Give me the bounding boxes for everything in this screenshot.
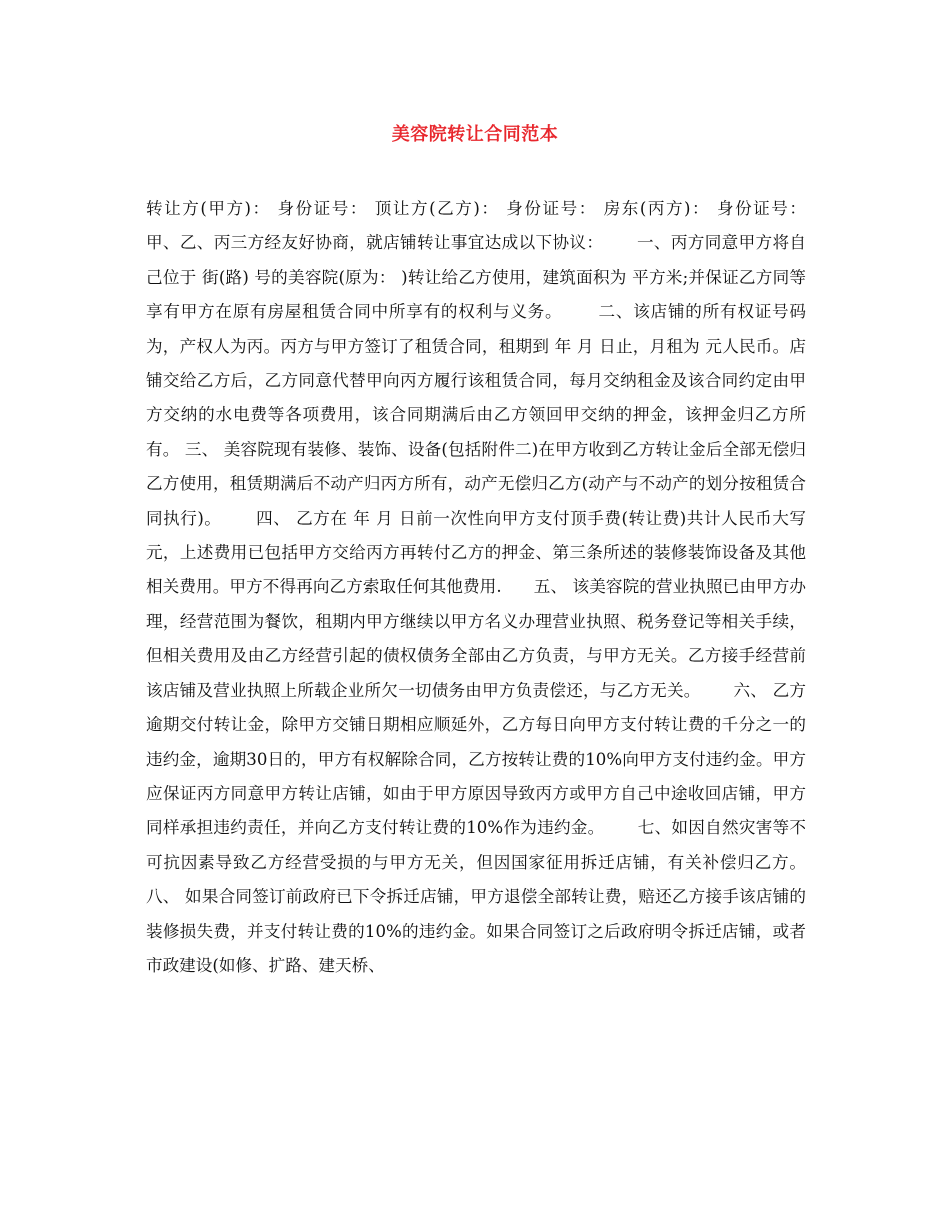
document-body: 转让方(甲方)： 身份证号： 顶让方(乙方)： 身份证号： 房东(丙方)： 身份证号： 甲、乙、丙三方经友好协商，就店铺转让事宜达成以下协议： 一、丙方同意甲方将自己位于 街(路) 号的美容院(原为： )转让给乙方使用，建筑面积为 平方米;并保证乙方同等享有甲方在原有房屋租赁合同中所享有的权利与义务。 二、该店铺的所有权证号码为，产权人为丙。丙方与甲方签订了租赁合同，租期到 年 月 日止，月租为 元人民币。店铺交给乙方后，乙方同意代替甲向丙方履行该租赁合同，每月交纳租金及该合同约定由甲方交纳的水电费等各项费用，该合同期满后由乙方领回甲交纳的押金，该押金归乙方所有。 三、 美容院现有装修、装饰、设备(包括附件二)在甲方收到乙方转让金后全部无偿归乙方使用，租赁期满后不动产归丙方所有，动产无偿归乙方(动产与不动产的划分按租赁合同执行)。 四、 乙方在 年 月 日前一次性向甲方支付顶手费(转让费)共计人民币大写 元，上述费用已包括甲方交给丙方再转付乙方的押金、第三条所述的装修装饰设备及其他相关费用。甲方不得再向乙方索取任何其他费用. 五、 该美容院的营业执照已由甲方办理，经营范围为餐饮，租期内甲方继续以甲方名义办理营业执照、税务登记等相关手续，但相关费用及由乙方经营引起的债权债务全部由乙方负责，与甲方无关。乙方接手经营前该店铺及营业执照上所载企业所欠一切债务由甲方负责偿还，与乙方无关。 六、 乙方逾期交付转让金，除甲方交铺日期相应顺延外，乙方每日向甲方支付转让费的千分之一的违约金，逾期30日的，甲方有权解除合同，乙方按转让费的10%向甲方支付违约金。甲方应保证丙方同意甲方转让店铺，如由于甲方原因导致丙方或甲方自己中途收回店铺，甲方同样承担违约责任，并向乙方支付转让费的10%作为违约金。 七、如因自然灾害等不可抗因素导致乙方经营受损的与甲方无关，但因国家征用拆迁店铺，有关补偿归乙方。 八、 如果合同签订前政府已下令拆迁店铺，甲方退偿全部转让费，赔还乙方接手该店铺的装修损失费，并支付转让费的10%的违约金。如果合同签订之后政府明令拆迁店铺，或者市政建设(如修、扩路、建天桥、 <box>146 199 838 975</box>
document-title: 美容院转让合同范本 <box>391 124 559 145</box>
